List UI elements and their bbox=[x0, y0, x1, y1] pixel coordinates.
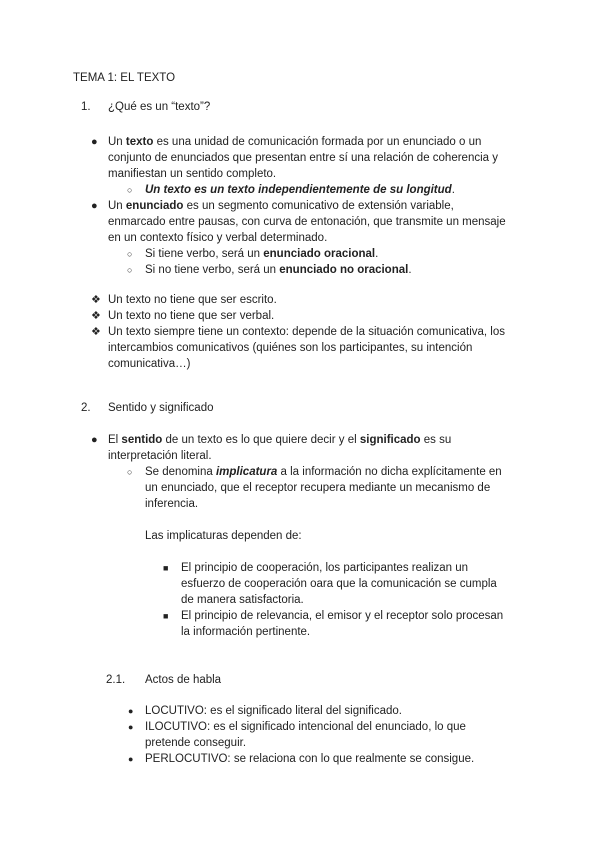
diamond-bullet-icon: ❖ bbox=[91, 326, 101, 338]
section-2-number: 2. bbox=[81, 402, 91, 414]
sub-list-item: Un texto es un texto independientemente de su longitud. bbox=[145, 184, 455, 196]
section-2-1-number: 2.1. bbox=[106, 674, 126, 686]
bullet-circle-icon: ○ bbox=[127, 249, 133, 259]
sub-list-item: Si tiene verbo, será un enunciado oracional. bbox=[145, 248, 379, 260]
bullet-square-icon: ■ bbox=[163, 611, 169, 621]
paragraph: Las implicaturas dependen de: bbox=[145, 530, 302, 542]
list-item: El sentido de un texto es lo que quiere decir y el significado es su bbox=[108, 434, 452, 446]
sub-sub-list-item: El principio de cooperación, los participantes realizan un bbox=[181, 562, 469, 574]
list-item: LOCUTIVO: es el significado literal del significado. bbox=[145, 705, 402, 717]
list-item-line: interpretación literal. bbox=[108, 450, 212, 462]
bullet-dot-icon: ● bbox=[128, 722, 134, 732]
sub-list-item: Se denomina implicatura a la información no dicha explícitamente en bbox=[145, 466, 502, 478]
section-1-number: 1. bbox=[81, 101, 91, 113]
list-item: Un texto no tiene que ser escrito. bbox=[108, 294, 277, 306]
section-2-heading: Sentido y significado bbox=[108, 402, 214, 414]
list-item: ILOCUTIVO: es el significado intencional del enunciado, lo que bbox=[145, 721, 466, 733]
sub-sub-list-item: El principio de relevancia, el emisor y el receptor solo procesan bbox=[181, 610, 504, 622]
diamond-bullet-icon: ❖ bbox=[91, 310, 101, 322]
list-item-line: en un contexto físico y verbal determinado. bbox=[108, 232, 328, 244]
list-item-line: enmarcado entre pausas, con curva de entonación, que transmite un mensaje bbox=[108, 216, 506, 228]
sub-sub-list-item-line: la información pertinente. bbox=[181, 626, 311, 638]
bullet-circle-icon: ○ bbox=[127, 265, 133, 275]
list-item: Un enunciado es un segmento comunicativo de extensión variable, bbox=[108, 200, 454, 212]
sub-list-item: Si no tiene verbo, será un enunciado no oracional. bbox=[145, 264, 412, 276]
list-item: Un texto no tiene que ser verbal. bbox=[108, 310, 275, 322]
diamond-bullet-icon: ❖ bbox=[91, 294, 101, 306]
list-item-line: intercambios comunicativos (quiénes son los participantes, su intención bbox=[108, 342, 473, 354]
sub-list-item-line: inferencia. bbox=[145, 498, 199, 510]
bullet-dot-icon: ● bbox=[128, 754, 134, 764]
section-1-heading: ¿Qué es un “texto”? bbox=[108, 101, 211, 113]
bullet-circle-icon: ○ bbox=[127, 185, 133, 195]
sub-sub-list-item-line: esfuerzo de cooperación oara que la comunicación se cumpla bbox=[181, 578, 497, 590]
list-item-line: comunicativa…) bbox=[108, 358, 191, 370]
list-item: Un texto siempre tiene un contexto: depende de la situación comunicativa, los bbox=[108, 326, 505, 338]
bullet-dot-icon: ● bbox=[91, 136, 98, 148]
list-item-line: pretende conseguir. bbox=[145, 737, 247, 749]
section-2-1-heading: Actos de habla bbox=[145, 674, 222, 686]
list-item-line: conjunto de enunciados que presentan entre sí una relación de coherencia y bbox=[108, 152, 498, 164]
list-item-line: manifiestan un sentido completo. bbox=[108, 168, 277, 180]
list-item: Un texto es una unidad de comunicación formada por un enunciado o un bbox=[108, 136, 482, 148]
sub-sub-list-item-line: de manera satisfactoria. bbox=[181, 594, 304, 606]
bullet-square-icon: ■ bbox=[163, 563, 169, 573]
doc-title: TEMA 1: EL TEXTO bbox=[73, 72, 176, 84]
bullet-dot-icon: ● bbox=[91, 200, 98, 212]
bullet-circle-icon: ○ bbox=[127, 467, 133, 477]
sub-list-item-line: un enunciado, que el receptor recupera mediante un mecanismo de bbox=[145, 482, 491, 494]
bullet-dot-icon: ● bbox=[128, 706, 134, 716]
bullet-dot-icon: ● bbox=[91, 434, 98, 446]
list-item: PERLOCUTIVO: se relaciona con lo que realmente se consigue. bbox=[145, 753, 475, 765]
